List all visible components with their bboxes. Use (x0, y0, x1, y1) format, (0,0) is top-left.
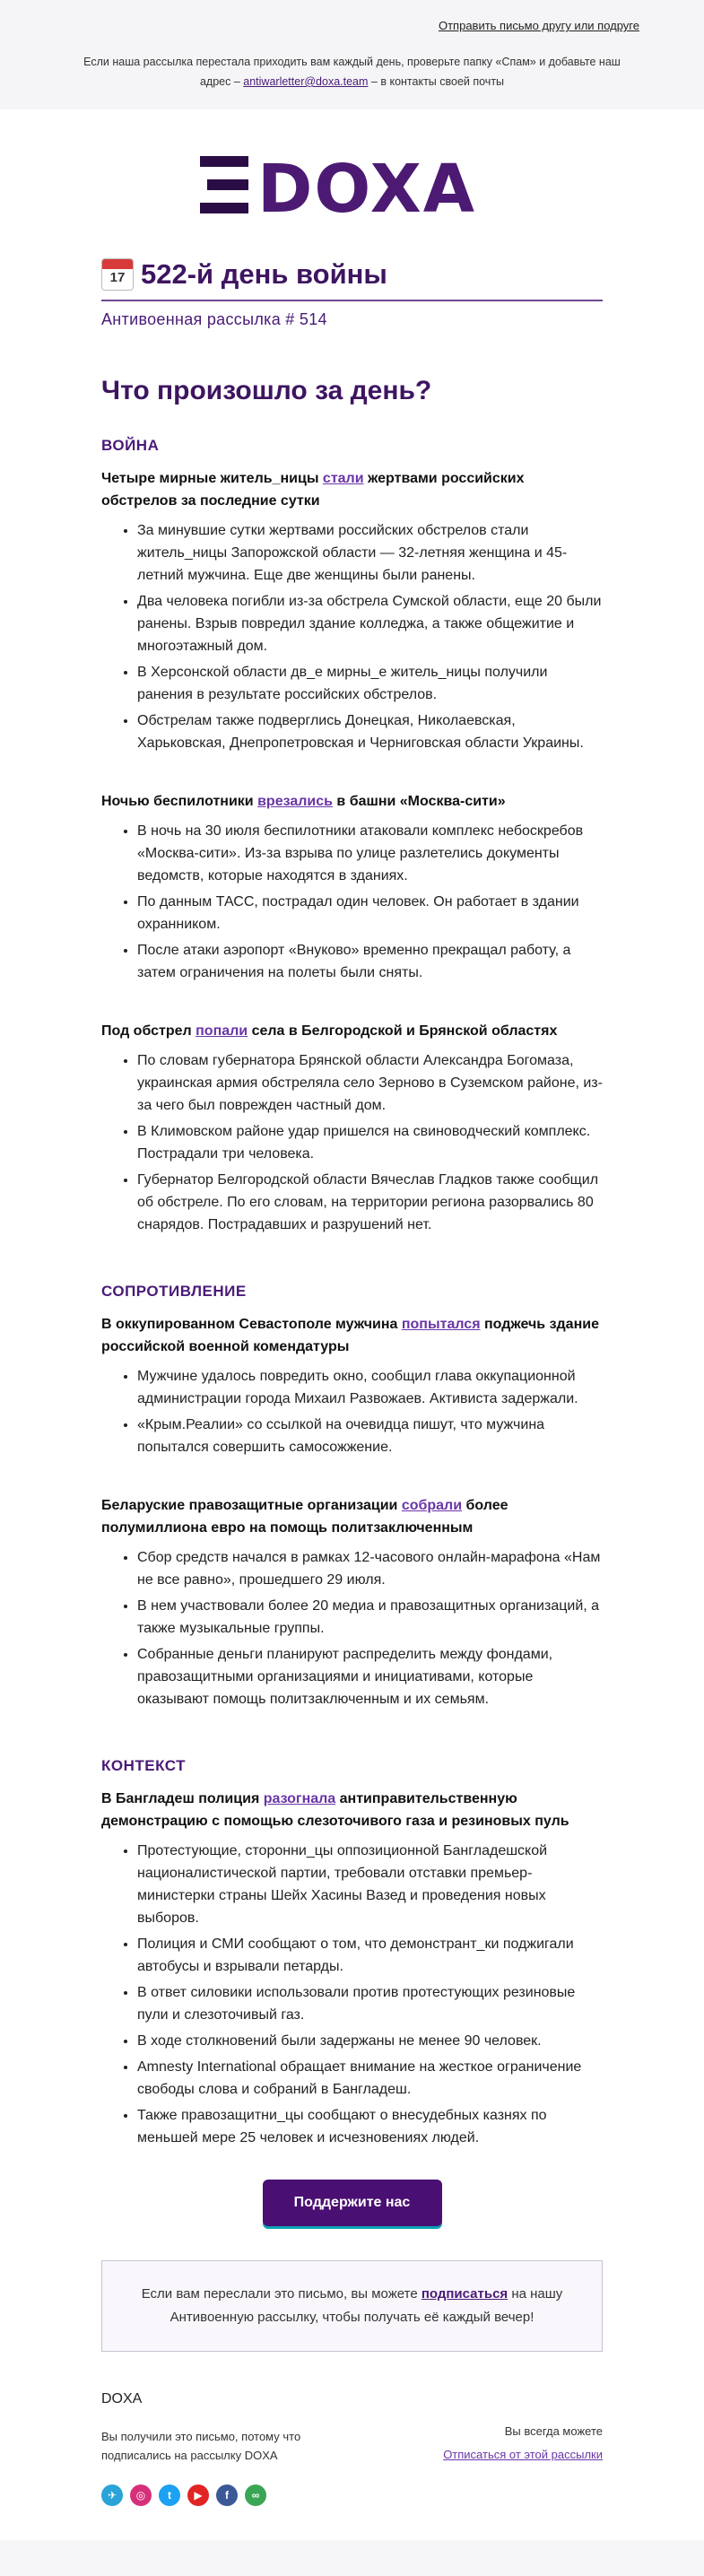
story-bullets (101, 1365, 603, 1458)
list-item: • После атаки аэропорт «Внуково» временно прекращал работу, а затем ограничения на полеты были сняты. (137, 939, 603, 984)
list-item: • Обстрелам также подверглись Донецкая, Николаевская, Харьковская, Днепропетровская и Черниговская области Украины. (137, 709, 603, 754)
story-bullets (101, 1840, 603, 2149)
list-item: • В ночь на 30 июля беспилотники атаковали комплекс небоскребов «Москва-сити». Из-за взрыва по улице разлетелись документы ведомств, которые находятся в зданиях. (137, 820, 603, 887)
list-item: • По словам губернатора Брянской области Александра Богомаза, украинская армия обстреляла село Зерново в Суземском районе, из-за чего был поврежден частный дом. (137, 1049, 603, 1117)
subscribe-text-post: на нашу Антивоенную рассылку, чтобы получать её каждый вечер! (169, 2286, 563, 2325)
story-source-link[interactable]: разогнала (263, 1791, 336, 1806)
headline-text: Под обстрел (101, 1023, 196, 1039)
newsletter-subtitle: Антивоенная рассылка # 514 (101, 310, 327, 328)
list-item: • Также правозащитни_цы сообщают о внесудебных казнях по меньшей мере 25 человек и исчезновениях людей. (137, 2104, 603, 2149)
youtube-icon[interactable]: ▶ (187, 2485, 209, 2506)
story-headline (101, 1020, 603, 1042)
day-title-text: 522-й день войны (141, 258, 387, 290)
list-item: • В ответ силовики использовали против протестующих резиновые пули и слезоточивый газ. (137, 1981, 603, 2026)
unsubscribe-link[interactable]: Отписаться от этой рассылки (443, 2448, 603, 2461)
list-item: • Полиция и СМИ сообщают о том, что демонстрант_ки поджигали автобусы и взрывали петарды. (137, 1933, 603, 1978)
social-links (101, 2485, 603, 2506)
list-item: • Губернатор Белгородской области Вячеслав Гладков также сообщил об обстреле. По его словам, на территории региона разорвались 80 снарядов. Пострадавших и разрушений нет. (137, 1169, 603, 1236)
headline-text: Ночью беспилотники (101, 794, 258, 809)
news-sections (101, 437, 603, 2165)
instagram-icon[interactable]: ◎ (130, 2485, 152, 2506)
story-bullets (101, 519, 603, 754)
list-item: • «Крым.Реалии» со ссылкой на очевидца пишут, что мужчина попытался совершить самосожжение. (137, 1414, 603, 1458)
headline-text: Четыре мирные житель_ницы (101, 471, 323, 486)
headline-text: В Бангладеш полиция (101, 1791, 264, 1806)
doxa-logo (101, 109, 603, 233)
section-title: СОПРОТИВЛЕНИЕ (101, 1283, 247, 1300)
story-bullets (101, 1546, 603, 1710)
news-story (101, 1313, 603, 1458)
svg-text:DOXA: DOXA (256, 152, 476, 217)
headline-text: жертвами российских обстрелов за последние сутки (101, 471, 525, 509)
main-heading: Что произошло за день? (101, 376, 432, 405)
news-story (101, 467, 603, 754)
newsletter-body (0, 109, 704, 2540)
footer-unsubscribe-block (443, 2420, 603, 2467)
telegram-icon[interactable]: ✈ (101, 2485, 123, 2506)
headline-text: В оккупированном Севастополе мужчина (101, 1317, 402, 1332)
list-item: • Собранные деньги планируют распределить между фондами, правозащитными организациями и инициативами, которые оказывают помощь политзаключенным и их семьям. (137, 1643, 603, 1710)
facebook-icon[interactable]: f (216, 2485, 238, 2506)
story-source-link[interactable]: стали (322, 471, 364, 486)
footer-reason: Вы получили это письмо, потому что подписались на рассылку DOXA (101, 2430, 301, 2462)
headline-text: села в Белгородской и Брянской областях (248, 1023, 558, 1039)
section-title: ВОЙНА (101, 437, 160, 454)
website-icon[interactable]: ∞ (245, 2485, 266, 2506)
preheader (0, 0, 704, 109)
news-story (101, 1020, 603, 1236)
news-story (101, 790, 603, 984)
headline-text: антиправительственную демонстрацию с помощью слезоточивого газа и резиновых пуль (101, 1791, 569, 1829)
list-item: • В Климовском районе удар пришелся на свиноводческий комплекс. Пострадали три человека. (137, 1120, 603, 1165)
news-story (101, 1494, 603, 1710)
story-headline (101, 1788, 603, 1832)
headline-text: Беларуские правозащитные организации (101, 1498, 402, 1513)
story-source-link[interactable]: попали (196, 1023, 248, 1039)
story-headline (101, 1494, 603, 1539)
section-title: КОНТЕКСТ (101, 1757, 186, 1774)
story-bullets (101, 1049, 603, 1236)
calendar-icon: 17 (101, 258, 134, 291)
headline-text: более полумиллиона евро на помощь политзаключенным (101, 1498, 508, 1536)
list-item: • За минувшие сутки жертвами российских обстрелов стали житель_ницы Запорожской области — 32-летняя женщина и 45-летний мужчина. Еще две женщины были ранены. (137, 519, 603, 587)
story-source-link[interactable]: попытался (401, 1317, 481, 1332)
spam-notice (81, 52, 623, 91)
list-item: • Amnesty International обращает внимание на жесткое ограничение свободы слова и собраний в Бангладеш. (137, 2056, 603, 2101)
story-headline (101, 1313, 603, 1358)
subscribe-link[interactable]: подписаться (421, 2286, 508, 2302)
title-divider (101, 300, 603, 301)
bottom-band (0, 2540, 704, 2576)
twitter-icon[interactable]: t (159, 2485, 180, 2506)
list-item: • Два человека погибли из-за обстрела Сумской области, еще 20 были ранены. Взрыв повредил здание колледжа, а также общежитие и многоэтажный дом. (137, 590, 603, 657)
story-bullets (101, 820, 603, 984)
list-item: • В нем участвовали более 20 медиа и правозащитных организаций, а также музыкальные группы. (137, 1595, 603, 1640)
subscribe-box (101, 2260, 603, 2352)
support-us-button[interactable]: Поддержите нас (263, 2180, 442, 2226)
list-item: • Сбор средств начался в рамках 12-часового онлайн-марафона «Нам не все равно», прошедшего 29 июля. (137, 1546, 603, 1591)
headline-text: поджечь здание российской военной комендатуры (101, 1317, 599, 1354)
list-item: • Мужчине удалось повредить окно, сообщил глава оккупационной администрации города Михаил Развожаев. Активиста задержали. (137, 1365, 603, 1410)
list-item: • В ходе столкновений были задержаны не менее 90 человек. (137, 2030, 603, 2052)
footer-right-text: Вы всегда можете (504, 2424, 603, 2438)
headline-text: в башни «Москва-сити» (332, 794, 506, 809)
doxa-logo-mark (200, 152, 505, 217)
list-item: • По данным ТАСС, пострадал один человек. Он работает в здании охранником. (137, 891, 603, 936)
forward-to-friend-link[interactable]: Отправить письмо другу или подруге (438, 19, 639, 32)
news-story (101, 1788, 603, 2149)
list-item: • В Херсонской области дв_е мирны_е житель_ницы получили ранения в результате российских обстрелов. (137, 661, 603, 706)
footer-brand: DOXA (101, 2391, 143, 2406)
footer (101, 2391, 603, 2526)
story-headline (101, 790, 603, 813)
story-headline (101, 467, 603, 512)
day-title (101, 258, 603, 291)
story-source-link[interactable]: врезались (257, 794, 333, 809)
list-item: • Протестующие, сторонни_цы оппозиционной Бангладешской националистической партии, требовали отставки премьер-министерки страны Шейх Хасины Вазед и проведения новых выборов. (137, 1840, 603, 1929)
story-source-link[interactable]: собрали (401, 1498, 463, 1513)
subscribe-text-pre: Если вам переслали это письмо, вы можете (141, 2286, 422, 2302)
notice-text-post: – в контакты своей почты (370, 75, 505, 88)
notice-email-link[interactable]: antiwarletter@doxa.team (243, 75, 369, 88)
notice-text-pre: Если наша рассылка перестала приходить вам каждый день, проверьте папку «Спам» и добавьте наш адрес – (83, 56, 621, 88)
